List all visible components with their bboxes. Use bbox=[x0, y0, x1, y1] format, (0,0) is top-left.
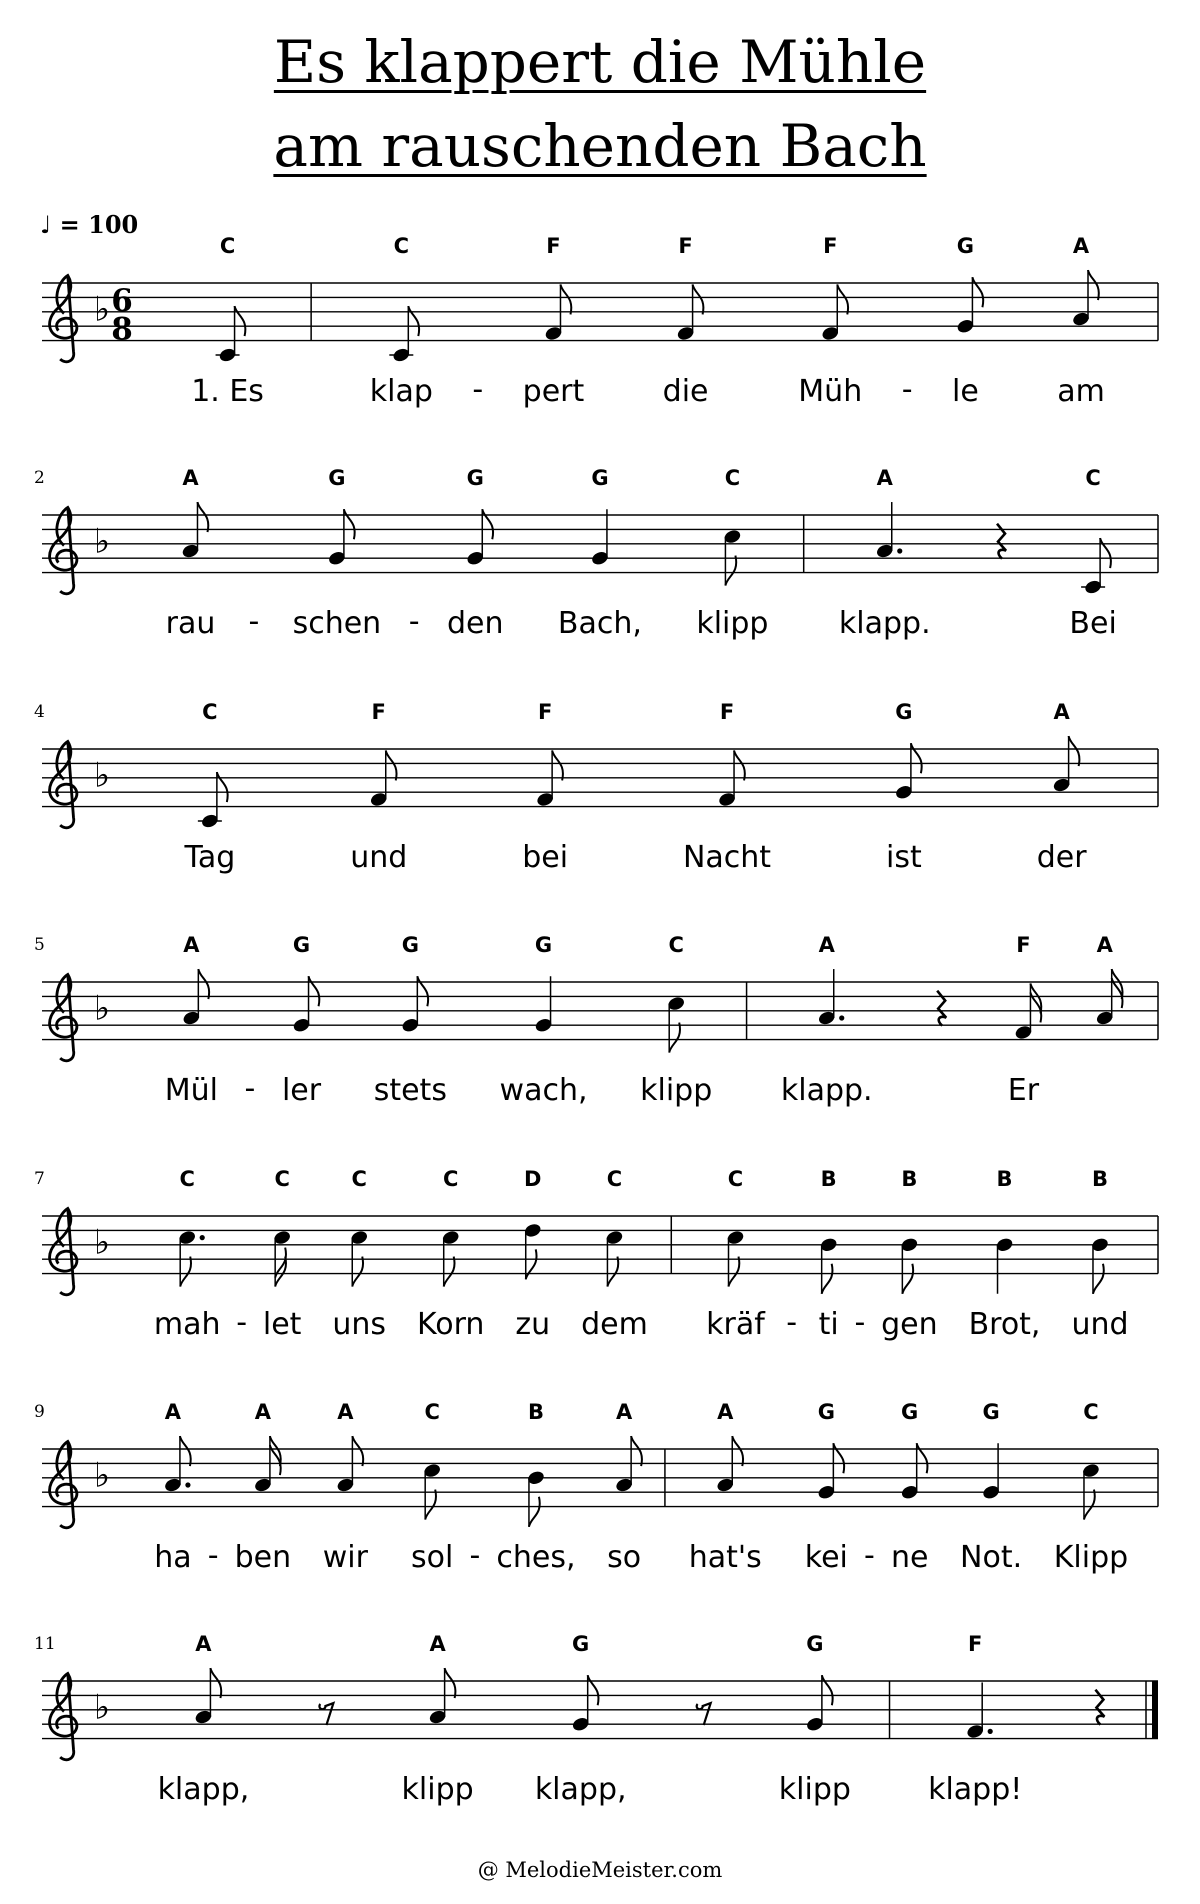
lyric-syllable: sol bbox=[411, 1540, 454, 1575]
note bbox=[374, 933, 447, 1108]
note bbox=[928, 1632, 1022, 1807]
augmentation-dot bbox=[988, 1729, 993, 1734]
lyric-syllable: 1. Es bbox=[191, 374, 264, 409]
note-name-label: A bbox=[717, 1400, 734, 1424]
note-name-label: G bbox=[956, 234, 975, 258]
note bbox=[402, 1632, 474, 1807]
note bbox=[640, 933, 712, 1108]
note-name-label: F bbox=[823, 234, 838, 258]
lyric-syllable: schen bbox=[292, 606, 382, 641]
lyric-hyphen: - bbox=[469, 1538, 481, 1573]
note bbox=[496, 1400, 575, 1575]
note bbox=[781, 933, 873, 1108]
lyric-syllable: Mül bbox=[164, 1073, 218, 1108]
lyric-syllable: Brot, bbox=[968, 1307, 1041, 1342]
note bbox=[523, 234, 585, 409]
augmentation-dot bbox=[839, 1015, 844, 1020]
lyric-syllable: klapp, bbox=[157, 1772, 250, 1807]
note-flag bbox=[217, 772, 228, 802]
lyric-syllable: zu bbox=[515, 1307, 551, 1342]
lyric-hyphen: - bbox=[854, 1305, 866, 1340]
note bbox=[689, 1400, 762, 1575]
lyric-syllable: stets bbox=[373, 1073, 447, 1108]
note-flag bbox=[1100, 538, 1111, 568]
note-flag bbox=[588, 1675, 599, 1705]
lyric-syllable: klapp. bbox=[780, 1073, 873, 1108]
note-name-label: A bbox=[615, 1400, 633, 1424]
lyric-syllable: klapp! bbox=[928, 1772, 1023, 1807]
note-name-label: C bbox=[724, 466, 741, 490]
lyric-hyphen: - bbox=[786, 1305, 798, 1340]
lyric-syllable: Bach, bbox=[557, 606, 642, 641]
note-flag bbox=[729, 1257, 740, 1287]
note-name-label: C bbox=[1083, 1400, 1099, 1424]
note-flag bbox=[734, 750, 745, 780]
treble-clef-icon bbox=[50, 742, 77, 828]
note bbox=[696, 466, 768, 641]
key-signature-flat: ♭ bbox=[94, 521, 111, 562]
key-signature-flat: ♭ bbox=[94, 988, 111, 1029]
note bbox=[683, 700, 771, 875]
note-name-label: A bbox=[1096, 933, 1113, 957]
note bbox=[581, 1167, 648, 1342]
staff-system bbox=[34, 1167, 1158, 1342]
note-name-label: A bbox=[429, 1632, 446, 1656]
note-name-label: B bbox=[901, 1167, 918, 1191]
note bbox=[881, 1167, 938, 1342]
lyric-syllable: klapp, bbox=[534, 1772, 627, 1807]
note bbox=[522, 700, 568, 875]
lyric-syllable: klipp bbox=[696, 606, 769, 641]
note-name-label: A bbox=[818, 933, 835, 957]
lyric-hyphen: - bbox=[207, 1538, 219, 1573]
note-flag bbox=[352, 1257, 363, 1287]
lyric-syllable: ha bbox=[154, 1540, 192, 1575]
note bbox=[1057, 234, 1105, 409]
note-name-label: F bbox=[546, 234, 561, 258]
time-signature-top: 6 bbox=[111, 282, 133, 319]
note-name-label: C bbox=[727, 1167, 744, 1191]
note-name-label: A bbox=[254, 1400, 272, 1424]
note-name-label: A bbox=[182, 466, 199, 490]
note-name-label: F bbox=[968, 1632, 983, 1656]
note bbox=[960, 1400, 1022, 1575]
note-flag bbox=[198, 969, 209, 999]
note bbox=[411, 1400, 480, 1575]
note-name-label: G bbox=[982, 1400, 1000, 1424]
note-flag bbox=[197, 502, 208, 532]
lyric-syllable: und bbox=[1071, 1307, 1129, 1342]
title-text: Es klappert die Mühle bbox=[273, 28, 927, 96]
key-signature-flat: ♭ bbox=[94, 289, 111, 330]
lyric-syllable: gen bbox=[881, 1307, 938, 1342]
note-name-label: A bbox=[876, 466, 893, 490]
note bbox=[191, 234, 264, 409]
note bbox=[819, 1167, 866, 1342]
eighth-rest-icon bbox=[697, 1703, 711, 1725]
lyric-syllable: Müh bbox=[798, 374, 863, 409]
treble-clef-icon bbox=[50, 1209, 77, 1295]
note bbox=[952, 234, 983, 409]
note bbox=[500, 933, 588, 1108]
lyric-hyphen: - bbox=[244, 1071, 256, 1106]
note bbox=[663, 234, 709, 409]
note bbox=[1037, 700, 1088, 875]
treble-clef-icon bbox=[50, 975, 77, 1061]
note bbox=[332, 1167, 386, 1342]
lyric-syllable: klipp bbox=[778, 1772, 851, 1807]
lyric-hyphen: - bbox=[248, 604, 260, 639]
note bbox=[886, 700, 922, 875]
lyric-syllable: Er bbox=[1007, 1073, 1040, 1108]
note-name-label: C bbox=[606, 1167, 623, 1191]
note-flag bbox=[1069, 736, 1080, 766]
lyric-syllable: uns bbox=[332, 1307, 387, 1342]
note-flag bbox=[902, 1264, 913, 1294]
note bbox=[515, 1167, 550, 1342]
note-name-label: A bbox=[183, 933, 200, 957]
note bbox=[1071, 1167, 1128, 1342]
note-flag bbox=[560, 284, 571, 314]
note bbox=[1069, 466, 1116, 641]
staff-system bbox=[34, 1632, 1158, 1807]
note bbox=[969, 1167, 1041, 1342]
measure-number: 7 bbox=[34, 1169, 45, 1189]
note-name-label: C bbox=[443, 1167, 459, 1191]
key-signature-flat: ♭ bbox=[94, 1687, 111, 1728]
lyric-syllable: ben bbox=[234, 1540, 292, 1575]
note-flag bbox=[529, 1497, 540, 1527]
lyric-syllable: hat's bbox=[688, 1540, 762, 1575]
note-flag bbox=[833, 1443, 844, 1473]
augmentation-dot bbox=[200, 1235, 205, 1240]
lyric-hyphen: - bbox=[901, 372, 913, 407]
note-name-label: C bbox=[202, 700, 218, 724]
note bbox=[293, 466, 420, 641]
lyric-syllable: klipp bbox=[640, 1073, 713, 1108]
note-name-label: F bbox=[719, 700, 735, 724]
note bbox=[154, 1400, 218, 1575]
note-flag bbox=[693, 284, 704, 314]
lyric-syllable: der bbox=[1036, 840, 1087, 875]
note-flag bbox=[444, 1257, 455, 1287]
lyric-hyphen: - bbox=[472, 372, 484, 407]
note-flag bbox=[344, 509, 355, 539]
lyric-syllable: let bbox=[262, 1307, 302, 1342]
note bbox=[350, 700, 407, 875]
note-flag bbox=[1088, 270, 1099, 300]
note-name-label: G bbox=[591, 466, 609, 490]
staff-system bbox=[34, 466, 1158, 641]
staff-system bbox=[34, 1400, 1158, 1575]
note-name-label: C bbox=[424, 1400, 440, 1424]
note-name-label: A bbox=[1053, 700, 1070, 724]
note-flag bbox=[235, 306, 246, 336]
lyric-syllable: klap bbox=[369, 374, 433, 409]
note bbox=[183, 700, 235, 875]
note-flag bbox=[725, 556, 736, 586]
note bbox=[839, 466, 931, 641]
lyric-syllable: und bbox=[350, 840, 408, 875]
note-flag bbox=[917, 1443, 928, 1473]
note bbox=[158, 1632, 250, 1807]
note-name-label: A bbox=[164, 1400, 182, 1424]
note-flag bbox=[417, 976, 428, 1006]
lyric-syllable: ti bbox=[818, 1307, 839, 1342]
lyric-syllable: wir bbox=[322, 1540, 368, 1575]
note bbox=[263, 1167, 302, 1342]
note bbox=[323, 1400, 369, 1575]
note bbox=[558, 466, 642, 641]
note bbox=[282, 933, 322, 1108]
note bbox=[1095, 933, 1122, 1026]
note-flag bbox=[352, 1436, 363, 1466]
treble-clef-icon bbox=[50, 1674, 77, 1760]
note bbox=[154, 1167, 247, 1342]
eighth-rest-icon bbox=[319, 1703, 333, 1725]
note-name-label: G bbox=[292, 933, 311, 957]
note-flag bbox=[309, 976, 320, 1006]
measure-number: 9 bbox=[34, 1402, 45, 1422]
note-name-label: G bbox=[572, 1632, 590, 1656]
note-name-label: B bbox=[996, 1167, 1013, 1191]
augmentation-dot bbox=[897, 548, 902, 553]
note bbox=[165, 933, 256, 1108]
note-name-label: G bbox=[901, 1400, 919, 1424]
lyric-syllable: ne bbox=[890, 1540, 929, 1575]
note-name-label: G bbox=[806, 1632, 824, 1656]
note-name-label: C bbox=[393, 234, 410, 258]
lyric-hyphen: - bbox=[408, 604, 420, 639]
lyric-syllable: Korn bbox=[417, 1307, 485, 1342]
note bbox=[805, 1400, 875, 1575]
lyric-syllable: kräf bbox=[706, 1307, 765, 1342]
note-name-label: C bbox=[179, 1167, 195, 1191]
note bbox=[235, 1400, 292, 1575]
measure-number: 5 bbox=[34, 935, 45, 955]
note bbox=[607, 1400, 642, 1575]
lyric-syllable: dem bbox=[581, 1307, 648, 1342]
lyric-syllable: ler bbox=[281, 1073, 322, 1108]
staff-system bbox=[40, 210, 1158, 409]
note-name-label: G bbox=[534, 933, 553, 957]
footer-credit: @ MelodieMeister.com bbox=[477, 1858, 723, 1882]
note-name-label: F bbox=[1016, 933, 1031, 957]
note-name-label: F bbox=[537, 700, 553, 724]
note-flag bbox=[669, 1023, 680, 1053]
note-name-label: A bbox=[195, 1632, 212, 1656]
lyric-syllable: den bbox=[447, 606, 504, 641]
treble-clef-icon bbox=[50, 1442, 77, 1528]
key-signature-flat: ♭ bbox=[94, 1455, 111, 1496]
note-name-label: G bbox=[817, 1400, 835, 1424]
lyric-syllable: bei bbox=[522, 840, 569, 875]
lyric-syllable: Klipp bbox=[1053, 1540, 1129, 1575]
note-name-label: C bbox=[1085, 466, 1101, 490]
note-name-label: C bbox=[668, 933, 684, 957]
note-name-label: G bbox=[466, 466, 484, 490]
note-name-label: G bbox=[895, 700, 913, 724]
note-flag bbox=[482, 509, 493, 539]
note-flag bbox=[822, 1675, 833, 1705]
note-flag bbox=[607, 1257, 618, 1287]
time-signature-bottom: 8 bbox=[111, 311, 133, 348]
note-name-label: F bbox=[678, 234, 693, 258]
note bbox=[706, 1167, 797, 1342]
note-flag bbox=[822, 1264, 833, 1294]
note-flag bbox=[180, 1436, 191, 1466]
lyric-syllable: Not. bbox=[960, 1540, 1023, 1575]
note bbox=[417, 1167, 484, 1342]
measure-number: 11 bbox=[34, 1634, 56, 1654]
lyric-syllable: ches, bbox=[496, 1540, 576, 1575]
key-signature-flat: ♭ bbox=[94, 755, 111, 796]
note-flag bbox=[445, 1668, 456, 1698]
note-name-label: F bbox=[371, 700, 386, 724]
note-flag bbox=[425, 1490, 436, 1520]
lyric-syllable: ist bbox=[886, 840, 922, 875]
key-signature-flat: ♭ bbox=[94, 1222, 111, 1263]
note bbox=[447, 466, 504, 641]
lyric-syllable: klipp bbox=[401, 1772, 474, 1807]
treble-clef-icon bbox=[50, 508, 77, 594]
lyric-hyphen: - bbox=[864, 1538, 875, 1573]
note bbox=[535, 1632, 627, 1807]
note-name-label: C bbox=[219, 234, 236, 258]
lyric-syllable: pert bbox=[522, 374, 585, 409]
final-barline-thick bbox=[1152, 1681, 1158, 1739]
lyric-syllable: Bei bbox=[1069, 606, 1117, 641]
lyric-syllable: Tag bbox=[184, 840, 236, 875]
note-flag bbox=[1084, 1490, 1095, 1520]
note-flag bbox=[911, 743, 922, 773]
note-name-label: D bbox=[524, 1167, 542, 1191]
note-name-label: B bbox=[820, 1167, 837, 1191]
note-flag bbox=[972, 277, 983, 307]
note bbox=[370, 234, 483, 409]
note-flag bbox=[210, 1668, 221, 1698]
note-name-label: A bbox=[337, 1400, 354, 1424]
lyric-syllable: kei bbox=[804, 1540, 848, 1575]
lyric-hyphen: - bbox=[236, 1305, 248, 1340]
note-flag bbox=[631, 1436, 642, 1466]
note-flag bbox=[552, 750, 563, 780]
lyric-syllable: am bbox=[1057, 374, 1105, 409]
measure-number: 4 bbox=[34, 702, 45, 722]
note bbox=[798, 234, 912, 409]
lyric-syllable: rau bbox=[165, 606, 216, 641]
note-name-label: G bbox=[401, 933, 419, 957]
note-name-label: B bbox=[527, 1400, 544, 1424]
lyric-syllable: mah bbox=[153, 1307, 221, 1342]
note bbox=[166, 466, 260, 641]
augmentation-dot bbox=[185, 1482, 190, 1487]
note-flag bbox=[1093, 1264, 1104, 1294]
note bbox=[1054, 1400, 1128, 1575]
measure-number: 2 bbox=[34, 468, 45, 488]
staff-system bbox=[34, 700, 1158, 875]
title-text: am rauschenden Bach bbox=[273, 112, 927, 180]
note-name-label: G bbox=[328, 466, 346, 490]
note bbox=[1008, 933, 1041, 1108]
note bbox=[891, 1400, 928, 1575]
lyric-syllable: le bbox=[952, 374, 979, 409]
note-flag bbox=[526, 1249, 537, 1279]
note-name-label: C bbox=[351, 1167, 367, 1191]
note bbox=[779, 1632, 851, 1807]
lyric-syllable: die bbox=[662, 374, 709, 409]
note-flag bbox=[837, 284, 848, 314]
note-flag bbox=[386, 750, 397, 780]
note-flag bbox=[732, 1436, 743, 1466]
note-flag bbox=[180, 1257, 191, 1287]
note-name-label: C bbox=[274, 1167, 290, 1191]
staff-system bbox=[34, 933, 1158, 1108]
note-name-label: A bbox=[1072, 234, 1090, 258]
note-flag bbox=[408, 306, 419, 336]
treble-clef-icon bbox=[50, 276, 77, 362]
lyric-syllable: so bbox=[607, 1540, 642, 1575]
lyric-syllable: wach, bbox=[499, 1073, 588, 1108]
lyric-syllable: Nacht bbox=[682, 840, 772, 875]
note-name-label: B bbox=[1091, 1167, 1108, 1191]
tempo-marking: ♩ = 100 bbox=[40, 210, 139, 239]
lyric-syllable: klapp. bbox=[838, 606, 931, 641]
